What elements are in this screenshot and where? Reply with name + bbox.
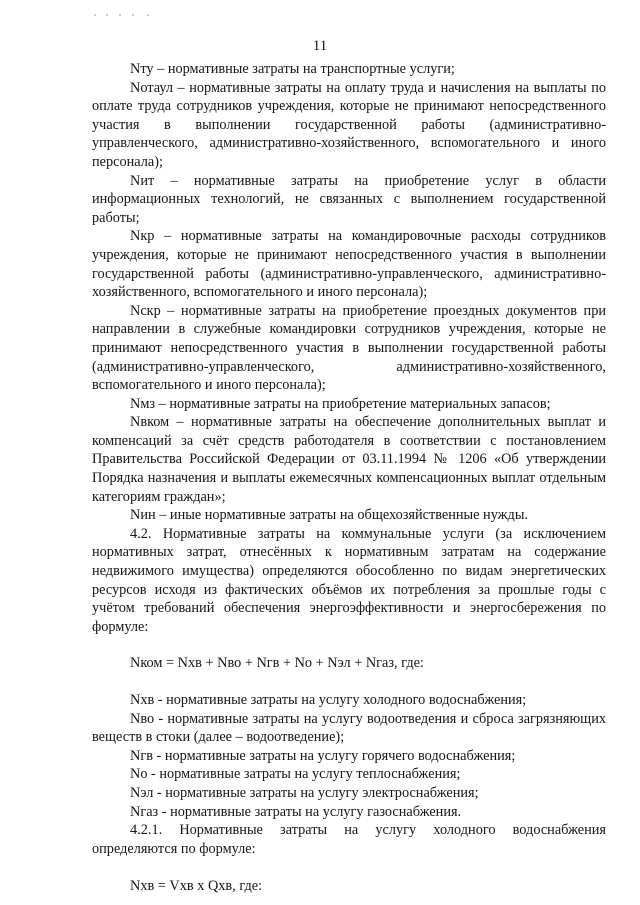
formula-nkom: Nком = Nхв + Nво + Nгв + Nо + Nэл + Nгаз, где: — [130, 655, 424, 672]
paragraph: 4.2.1. Нормативные затраты на услугу холодного водоснабжения определяются по формуле: — [92, 822, 606, 857]
page-body — [92, 60, 606, 896]
formula-nhv: Nхв = Vхв х Qхв, где: — [130, 878, 263, 895]
paragraph: Nкр – нормативные затраты на командировочные расходы сотрудников учреждения, которые не принимают непосредственного участия в выполнении государственной работы (административно-управленческого, административно-хозяйственного, вспомогательного и иного персонала); — [92, 228, 606, 301]
page-number: 11 — [312, 38, 328, 54]
paragraph: 4.2. Нормативные затраты на коммунальные услуги (за исключением нормативных затрат, отнесённых к нормативным затратам на содержание недвижимого имущества) определяются обособленно по видам энергетических ресурсов исходя из фактических объёмов их потребления за прошлые годы с учётом требований обеспечения энергоэффективности и энергосбережения по формуле: — [92, 525, 606, 635]
paragraph: Nэл - нормативные затраты на услугу электроснабжения; — [130, 784, 479, 801]
paragraph: Nту – нормативные затраты на транспортные услуги; — [130, 61, 455, 77]
paragraph: Nгаз - нормативные затраты на услугу газоснабжения. — [130, 803, 462, 820]
paragraph: Nмз – нормативные затраты на приобретение материальных запасов; — [130, 395, 551, 412]
paragraph: Nит – нормативные затраты на приобретение услуг в области информационных технологий, не связанных с выполнением государственной работы; — [92, 172, 606, 226]
paragraph: Nво - нормативные затраты на услугу водоотведения и сброса загрязняющих веществ в стоки (далее – водоотведение); — [92, 710, 606, 746]
paragraph: Nотаул – нормативные затраты на оплату труда и начисления на выплаты по оплате труда сотрудников учреждения, которые не принимают непосредственного участия в выполнении государственной работы (административно-управленческого, административно-хозяйственного, вспомогательного и иного персонала); — [92, 79, 606, 170]
paragraph: Nвком – нормативные затраты на обеспечение дополнительных выплат и компенсаций за счёт средств работодателя в соответствии с постановлением Правительства Российской Федерации от 03.11.1994 № 1206 «Об утверждении Порядка назначения и выплаты ежемесячных компенсационных выплат отдельным категориям граждан»; — [92, 414, 606, 505]
scan-specks — [92, 14, 152, 18]
paragraph: Nхв - нормативные затраты на услугу холодного водоснабжения; — [130, 692, 527, 708]
paragraph: Nо - нормативные затраты на услугу теплоснабжения; — [130, 766, 461, 783]
paragraph: Nскр – нормативные затраты на приобретение проездных документов при направлении в служебные командировки сотрудников учреждения, которые не принимают непосредственного участия в выполнении государственной работы (административно-управленческого, административно-хозяйственного, вспомогательного и иного персонала); — [92, 302, 606, 394]
paragraph: Nин – иные нормативные затраты на общехозяйственные нужды. — [130, 507, 528, 524]
paragraph: Nгв - нормативные затраты на услугу горячего водоснабжения; — [130, 747, 516, 764]
